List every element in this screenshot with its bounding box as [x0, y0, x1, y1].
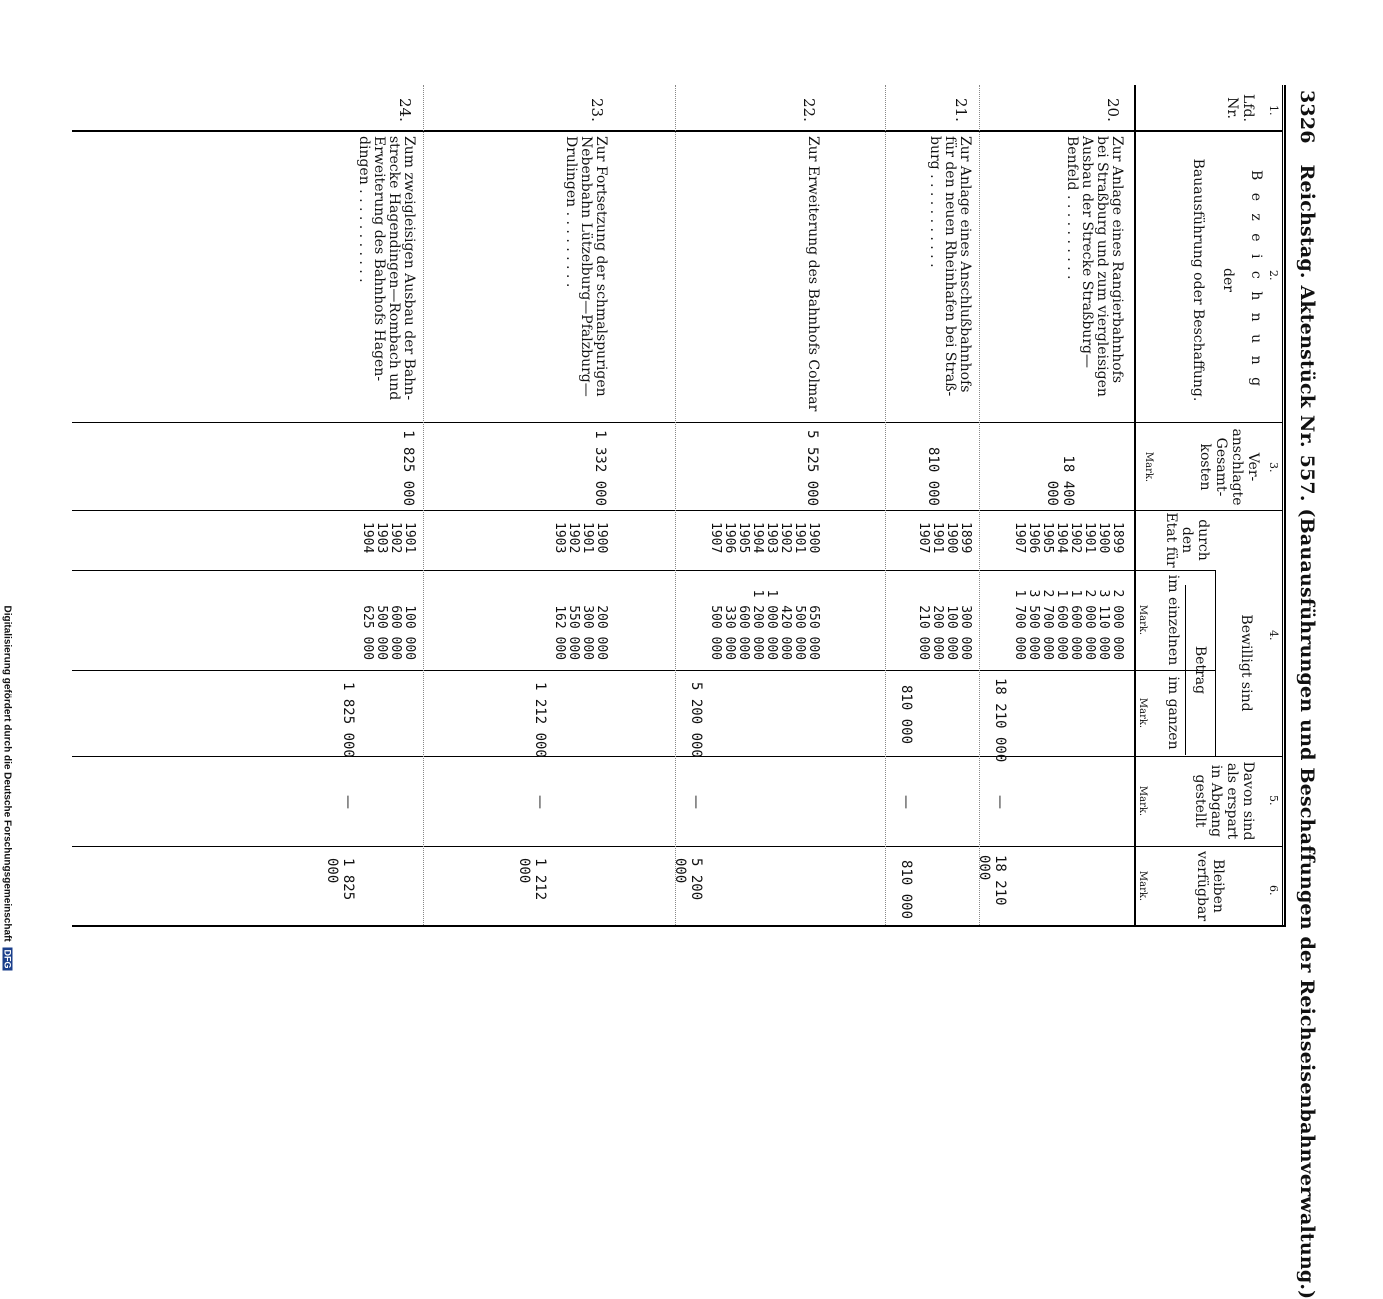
amount: 2 700 000 [1040, 589, 1055, 660]
amount: 625 000 [360, 605, 375, 660]
row-description [1064, 136, 1124, 420]
year: 1903 [764, 522, 779, 554]
row-number: 21. [952, 98, 970, 122]
year: 1901 [930, 522, 945, 554]
year-list [1012, 522, 1124, 566]
digitization-note-text: Digitalisierung gefördert durch die Deutsche Forschungsgemeinschaft [1, 605, 13, 942]
row-number: 22. [800, 98, 818, 122]
year: 1901 [402, 522, 417, 554]
col4-sub-betrag: Betrag [1192, 645, 1208, 695]
desc-line: Zur Erweiterung des Bahnhofs Colmar [805, 136, 821, 412]
year: 1901 [580, 522, 595, 554]
estimated-cost: 18 400 000 [1044, 455, 1076, 506]
amount: 300 000 [580, 605, 595, 660]
desc-line: Benfeld . . . . . . . . . . [1064, 136, 1080, 280]
desc-line: Zur Fortsetzung der schmalspurigen [593, 136, 609, 397]
col3-label: Ver- anschlagte Gesamt- kosten [1197, 428, 1261, 506]
col3-unit: Mark. [1143, 451, 1154, 483]
amount: 1 600 000 [1054, 589, 1069, 660]
col-line-4 [72, 756, 1282, 757]
desc-line: Zur Anlage eines Rangierbahnhofs [1109, 136, 1125, 384]
col-line-3 [72, 510, 1282, 511]
col4-label: Bewilligt sind [1238, 614, 1254, 712]
year-list [708, 522, 820, 566]
year: 1904 [750, 522, 765, 554]
saved-amount: — [532, 795, 548, 809]
year: 1902 [388, 522, 403, 554]
amount: 420 000 [778, 605, 793, 660]
amount: 600 000 [736, 605, 751, 660]
year: 1902 [778, 522, 793, 554]
year: 1904 [360, 522, 375, 554]
amount: 600 000 [388, 605, 403, 660]
col2-label-3: Bauausführung oder Beschaffung. [1190, 158, 1206, 402]
amount: 2 000 000 [1110, 589, 1125, 660]
saved-amount: — [340, 795, 356, 809]
amount-list [1012, 580, 1124, 660]
col-number-5: 5. [1267, 795, 1280, 806]
amount: 3 110 000 [1096, 589, 1111, 660]
col-line-5 [72, 846, 1282, 847]
amount: 210 000 [916, 605, 931, 660]
year: 1904 [1054, 522, 1069, 554]
desc-line: Zur Anlage eines Anschlußbahnhofs [957, 136, 973, 393]
row-separator [423, 85, 424, 925]
col-line-1 [72, 130, 1282, 132]
year: 1902 [1068, 522, 1083, 554]
remaining-amount: 5 200 000 [672, 858, 704, 901]
col5-unit: Mark. [1137, 785, 1148, 817]
dfg-logo: DFG [2, 949, 13, 969]
year: 1901 [792, 522, 807, 554]
total-granted: 18 210 000 [992, 678, 1008, 763]
total-granted: 1 825 000 [340, 682, 356, 758]
year-list [916, 522, 972, 566]
row-description [563, 136, 608, 420]
year: 1900 [594, 522, 609, 554]
col-line-4a [72, 570, 1216, 571]
col-line-2 [72, 422, 1282, 423]
desc-line: burg . . . . . . . . . . . [927, 136, 943, 268]
year: 1900 [944, 522, 959, 554]
amount: 500 000 [708, 605, 723, 660]
year: 1900 [806, 522, 821, 554]
col4-unit-a: Mark. [1137, 604, 1148, 636]
col-line-4b [72, 670, 1216, 671]
year: 1901 [1082, 522, 1097, 554]
desc-line: Erweiterung des Bahnhofs Hagen- [371, 136, 387, 382]
amount: 500 000 [374, 605, 389, 660]
estimated-cost: 810 000 [925, 446, 941, 506]
col2-label-2: der [1220, 268, 1236, 292]
remaining-amount: 810 000 [898, 860, 914, 920]
col-number-1: 1. [1267, 105, 1280, 116]
year: 1899 [958, 522, 973, 554]
desc-line: strecke Hagendingen—Rombach und [386, 136, 402, 401]
amount-list [916, 580, 972, 660]
estimated-cost: 1 825 000 [400, 430, 416, 506]
amount: 162 000 [552, 605, 567, 660]
year: 1900 [1096, 522, 1111, 554]
amount-list [708, 580, 820, 660]
row-description [805, 136, 820, 420]
col4-sub-ganzen: im ganzen [1165, 676, 1181, 750]
amount: 200 000 [594, 605, 609, 660]
year: 1903 [374, 522, 389, 554]
year: 1906 [722, 522, 737, 554]
amount: 1 700 000 [1012, 589, 1027, 660]
col1-label: Lfd. Nr. [1224, 94, 1256, 122]
digitization-note [2, 606, 13, 986]
amount: 200 000 [930, 605, 945, 660]
year: 1907 [708, 522, 723, 554]
year: 1903 [552, 522, 567, 554]
amount: 550 000 [566, 605, 581, 660]
col-number-6: 6. [1267, 885, 1280, 896]
row-description [927, 136, 972, 420]
total-granted: 5 200 000 [688, 682, 704, 758]
col4-betrag-rule [1185, 585, 1186, 755]
row-separator [979, 85, 980, 925]
amount: 3 500 000 [1026, 589, 1041, 660]
desc-line: Zum zweigleisigen Ausbau der Bahn- [401, 136, 417, 401]
remaining-amount: 1 212 000 [516, 858, 548, 901]
amount: 330 000 [722, 605, 737, 660]
amount: 1 600 000 [1068, 589, 1083, 660]
desc-line: bei Straßburg und zum viergleisigen [1094, 136, 1110, 397]
estimated-cost: 5 525 000 [804, 430, 820, 506]
desc-line: Nebenbahn Lützelburg—Pfalzburg— [578, 136, 594, 397]
amount: 1 000 000 [764, 589, 779, 660]
page-header [1296, 90, 1318, 1299]
amount: 1 200 000 [750, 589, 765, 660]
col4-sub-einzelnen: im einzelnen [1165, 574, 1181, 666]
amount-list [552, 580, 608, 660]
year: 1906 [1026, 522, 1041, 554]
amount: 100 000 [402, 605, 417, 660]
col-number-3: 3. [1267, 462, 1280, 473]
row-number: 23. [588, 98, 606, 122]
row-description [356, 136, 416, 420]
amount: 100 000 [944, 605, 959, 660]
year-list [552, 522, 608, 566]
col-number-2: 2. [1267, 270, 1280, 281]
saved-amount: — [992, 795, 1008, 809]
digitization-sidebar [2, 600, 16, 995]
year-list [360, 522, 416, 566]
desc-line: dingen . . . . . . . . . . . [356, 136, 372, 283]
row-number: 24. [396, 98, 414, 122]
year: 1902 [566, 522, 581, 554]
col4-sub-rule [1215, 570, 1216, 756]
document-page [56, 70, 1326, 1299]
col5-label: Davon sind als erspart in Abgang gestellt [1192, 761, 1256, 841]
year: 1905 [1040, 522, 1055, 554]
total-granted: 810 000 [898, 685, 914, 745]
amount: 2 000 000 [1082, 589, 1097, 660]
amount-list [360, 580, 416, 660]
col6-label: Bleiben verfügbar [1194, 850, 1226, 922]
amount: 300 000 [958, 605, 973, 660]
desc-line: für den neuen Rheinhafen bei Straß- [942, 136, 958, 397]
saved-amount: — [688, 795, 704, 809]
row-separator [885, 85, 886, 925]
year: 1899 [1110, 522, 1125, 554]
table-top-rule [1284, 85, 1286, 925]
amount: 650 000 [806, 605, 821, 660]
col6-unit: Mark. [1137, 870, 1148, 902]
amount: 500 000 [792, 605, 807, 660]
year: 1907 [916, 522, 931, 554]
desc-line: Ausbau der Strecke Straßburg— [1079, 136, 1095, 368]
table-top-rule-inner [1282, 85, 1283, 925]
page-number: 3326 [1296, 90, 1318, 144]
saved-amount: — [898, 795, 914, 809]
total-granted: 1 212 000 [532, 682, 548, 758]
year: 1907 [1012, 522, 1027, 554]
col4-unit-b: Mark. [1137, 697, 1148, 729]
remaining-amount: 1 825 000 [324, 858, 356, 901]
row-number: 20. [1104, 98, 1122, 122]
remaining-amount: 18 210 000 [976, 855, 1008, 906]
year: 1905 [736, 522, 751, 554]
col4-sub-etat: durch den Etat für [1163, 512, 1211, 568]
page-title: Reichstag. Aktenstück Nr. 557. (Bauausführungen und Beschaffungen der Reichseisenbahnverwaltung.) [1296, 164, 1318, 1299]
row-separator [675, 85, 676, 925]
desc-line: Drulingen . . . . . . . . . [563, 136, 579, 288]
estimated-cost: 1 332 000 [592, 430, 608, 506]
col-number-4: 4. [1267, 630, 1280, 641]
col2-label-1: B e z e i c h n u n g [1248, 169, 1264, 391]
